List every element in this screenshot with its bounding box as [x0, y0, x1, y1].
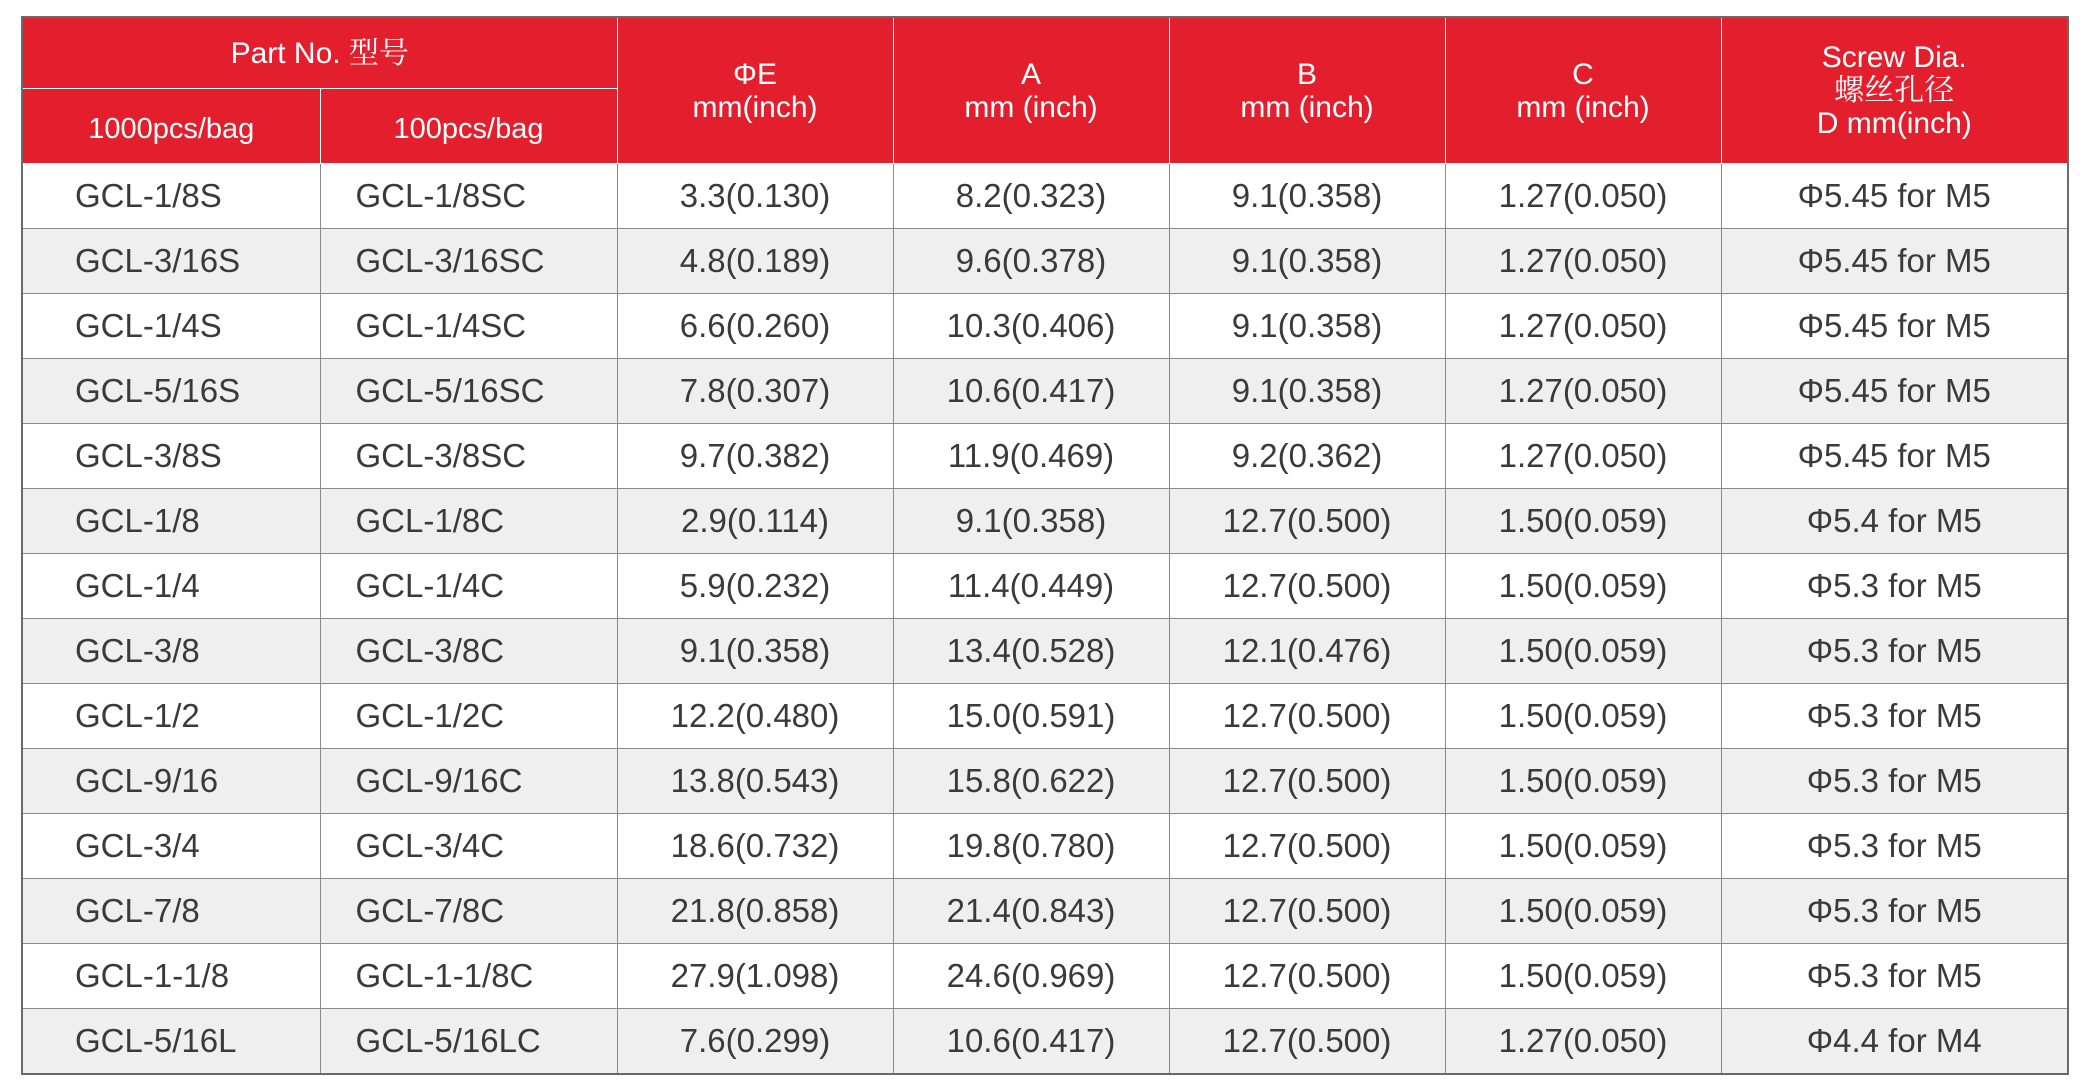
- header-phi-e: [617, 17, 893, 164]
- header-b-unit: mm (inch): [1240, 90, 1374, 124]
- cell-dim-b: 9.1(0.358): [1169, 294, 1445, 359]
- cell-part-no-100: GCL-7/8C: [320, 879, 617, 944]
- cell-dim-b: 9.2(0.362): [1169, 424, 1445, 489]
- cell-part-no-100: GCL-1/8SC: [320, 164, 617, 229]
- cell-dim-c: 1.50(0.059): [1445, 814, 1721, 879]
- cell-dim-c: 1.27(0.050): [1445, 359, 1721, 424]
- cell-phi-e: 12.2(0.480): [617, 684, 893, 749]
- cell-part-no-100: GCL-9/16C: [320, 749, 617, 814]
- cell-part-no-1000: GCL-3/8S: [22, 424, 320, 489]
- cell-dim-c: 1.27(0.050): [1445, 1009, 1721, 1075]
- cell-dim-b: 12.7(0.500): [1169, 684, 1445, 749]
- cell-dim-c: 1.27(0.050): [1445, 294, 1721, 359]
- table-row: [22, 359, 2068, 424]
- cell-dim-b: 12.7(0.500): [1169, 554, 1445, 619]
- cell-screw-dia: Φ5.3 for M5: [1721, 554, 2068, 619]
- cell-dim-a: 10.6(0.417): [893, 1009, 1169, 1075]
- cell-dim-a: 19.8(0.780): [893, 814, 1169, 879]
- cell-phi-e: 9.1(0.358): [617, 619, 893, 684]
- cell-screw-dia: Φ5.3 for M5: [1721, 944, 2068, 1009]
- cell-phi-e: 21.8(0.858): [617, 879, 893, 944]
- cell-dim-c: 1.50(0.059): [1445, 684, 1721, 749]
- cell-dim-a: 24.6(0.969): [893, 944, 1169, 1009]
- cell-phi-e: 18.6(0.732): [617, 814, 893, 879]
- cell-dim-a: 15.8(0.622): [893, 749, 1169, 814]
- header-screw-dia: [1721, 17, 2068, 164]
- table-row: [22, 164, 2068, 229]
- cell-dim-c: 1.27(0.050): [1445, 229, 1721, 294]
- header-1000pcs: 1000pcs/bag: [22, 89, 320, 164]
- cell-screw-dia: Φ5.45 for M5: [1721, 164, 2068, 229]
- cell-part-no-100: GCL-1/2C: [320, 684, 617, 749]
- table-row: [22, 944, 2068, 1009]
- cell-phi-e: 13.8(0.543): [617, 749, 893, 814]
- cell-screw-dia: Φ4.4 for M4: [1721, 1009, 2068, 1075]
- cell-dim-b: 12.1(0.476): [1169, 619, 1445, 684]
- cell-part-no-1000: GCL-1/8: [22, 489, 320, 554]
- cell-dim-b: 12.7(0.500): [1169, 814, 1445, 879]
- cell-dim-a: 9.6(0.378): [893, 229, 1169, 294]
- table-header: [22, 17, 2068, 164]
- cell-screw-dia: Φ5.3 for M5: [1721, 619, 2068, 684]
- cell-part-no-1000: GCL-1/4S: [22, 294, 320, 359]
- cell-screw-dia: Φ5.3 for M5: [1721, 814, 2068, 879]
- cell-phi-e: 7.6(0.299): [617, 1009, 893, 1075]
- header-phi-e-title: ΦE: [733, 57, 777, 91]
- header-c-title: C: [1572, 57, 1594, 91]
- cell-part-no-1000: GCL-3/4: [22, 814, 320, 879]
- cell-dim-c: 1.50(0.059): [1445, 554, 1721, 619]
- cell-part-no-100: GCL-3/16SC: [320, 229, 617, 294]
- cell-dim-c: 1.50(0.059): [1445, 619, 1721, 684]
- header-c: [1445, 17, 1721, 164]
- cell-dim-a: 11.9(0.469): [893, 424, 1169, 489]
- cell-part-no-100: GCL-5/16SC: [320, 359, 617, 424]
- cell-screw-dia: Φ5.45 for M5: [1721, 424, 2068, 489]
- cell-dim-c: 1.27(0.050): [1445, 424, 1721, 489]
- cell-part-no-1000: GCL-1/8S: [22, 164, 320, 229]
- cell-phi-e: 6.6(0.260): [617, 294, 893, 359]
- cell-phi-e: 9.7(0.382): [617, 424, 893, 489]
- header-screw-unit: D mm(inch): [1816, 107, 1972, 140]
- cell-dim-b: 12.7(0.500): [1169, 1009, 1445, 1075]
- cell-dim-a: 8.2(0.323): [893, 164, 1169, 229]
- cell-dim-c: 1.50(0.059): [1445, 879, 1721, 944]
- cell-part-no-100: GCL-3/8SC: [320, 424, 617, 489]
- cell-phi-e: 3.3(0.130): [617, 164, 893, 229]
- header-part-no: Part No. 型号: [22, 17, 617, 89]
- cell-dim-b: 9.1(0.358): [1169, 229, 1445, 294]
- cell-dim-c: 1.50(0.059): [1445, 489, 1721, 554]
- cell-screw-dia: Φ5.45 for M5: [1721, 294, 2068, 359]
- cell-screw-dia: Φ5.45 for M5: [1721, 229, 2068, 294]
- cell-part-no-1000: GCL-1/4: [22, 554, 320, 619]
- cell-screw-dia: Φ5.3 for M5: [1721, 684, 2068, 749]
- table-row: [22, 489, 2068, 554]
- cell-phi-e: 7.8(0.307): [617, 359, 893, 424]
- cell-part-no-1000: GCL-9/16: [22, 749, 320, 814]
- header-b: [1169, 17, 1445, 164]
- cell-part-no-100: GCL-1/4SC: [320, 294, 617, 359]
- cell-part-no-100: GCL-5/16LC: [320, 1009, 617, 1075]
- cell-screw-dia: Φ5.3 for M5: [1721, 749, 2068, 814]
- cell-screw-dia: Φ5.4 for M5: [1721, 489, 2068, 554]
- cell-screw-dia: Φ5.3 for M5: [1721, 879, 2068, 944]
- header-100pcs: 100pcs/bag: [320, 89, 617, 164]
- header-screw-cn: 螺丝孔径: [1834, 74, 1955, 107]
- table-row: [22, 1009, 2068, 1075]
- table-row: [22, 424, 2068, 489]
- cell-dim-a: 15.0(0.591): [893, 684, 1169, 749]
- header-screw-title: Screw Dia.: [1821, 41, 1967, 74]
- cell-phi-e: 27.9(1.098): [617, 944, 893, 1009]
- cell-part-no-100: GCL-1/4C: [320, 554, 617, 619]
- cell-dim-a: 11.4(0.449): [893, 554, 1169, 619]
- cell-dim-b: 12.7(0.500): [1169, 489, 1445, 554]
- cell-phi-e: 4.8(0.189): [617, 229, 893, 294]
- cell-screw-dia: Φ5.45 for M5: [1721, 359, 2068, 424]
- table-row: [22, 814, 2068, 879]
- cell-dim-a: 21.4(0.843): [893, 879, 1169, 944]
- cell-phi-e: 5.9(0.232): [617, 554, 893, 619]
- cell-part-no-1000: GCL-7/8: [22, 879, 320, 944]
- cell-part-no-100: GCL-3/4C: [320, 814, 617, 879]
- cell-dim-a: 10.6(0.417): [893, 359, 1169, 424]
- cell-part-no-100: GCL-1-1/8C: [320, 944, 617, 1009]
- cell-dim-b: 12.7(0.500): [1169, 879, 1445, 944]
- cell-part-no-100: GCL-1/8C: [320, 489, 617, 554]
- cell-dim-c: 1.50(0.059): [1445, 749, 1721, 814]
- cell-part-no-1000: GCL-5/16L: [22, 1009, 320, 1075]
- cell-dim-a: 13.4(0.528): [893, 619, 1169, 684]
- header-a: [893, 17, 1169, 164]
- cell-part-no-1000: GCL-3/16S: [22, 229, 320, 294]
- cell-phi-e: 2.9(0.114): [617, 489, 893, 554]
- table-row: [22, 229, 2068, 294]
- header-b-title: B: [1296, 57, 1317, 91]
- cell-part-no-1000: GCL-1/2: [22, 684, 320, 749]
- table-row: [22, 749, 2068, 814]
- cell-dim-c: 1.27(0.050): [1445, 164, 1721, 229]
- header-a-title: A: [1020, 57, 1041, 91]
- cell-part-no-1000: GCL-3/8: [22, 619, 320, 684]
- cell-dim-b: 9.1(0.358): [1169, 359, 1445, 424]
- table-body: [22, 164, 2068, 1075]
- table-row: [22, 294, 2068, 359]
- cell-dim-b: 12.7(0.500): [1169, 749, 1445, 814]
- cell-dim-a: 10.3(0.406): [893, 294, 1169, 359]
- cell-dim-b: 9.1(0.358): [1169, 164, 1445, 229]
- table-row: [22, 554, 2068, 619]
- header-c-unit: mm (inch): [1516, 90, 1650, 124]
- table-row: [22, 684, 2068, 749]
- table-row: [22, 879, 2068, 944]
- cell-part-no-1000: GCL-5/16S: [22, 359, 320, 424]
- cell-part-no-100: GCL-3/8C: [320, 619, 617, 684]
- table-row: [22, 619, 2068, 684]
- spec-table: [21, 16, 2069, 1075]
- cell-part-no-1000: GCL-1-1/8: [22, 944, 320, 1009]
- cell-dim-c: 1.50(0.059): [1445, 944, 1721, 1009]
- cell-dim-a: 9.1(0.358): [893, 489, 1169, 554]
- header-a-unit: mm (inch): [964, 90, 1098, 124]
- cell-dim-b: 12.7(0.500): [1169, 944, 1445, 1009]
- header-phi-e-unit: mm(inch): [692, 90, 818, 124]
